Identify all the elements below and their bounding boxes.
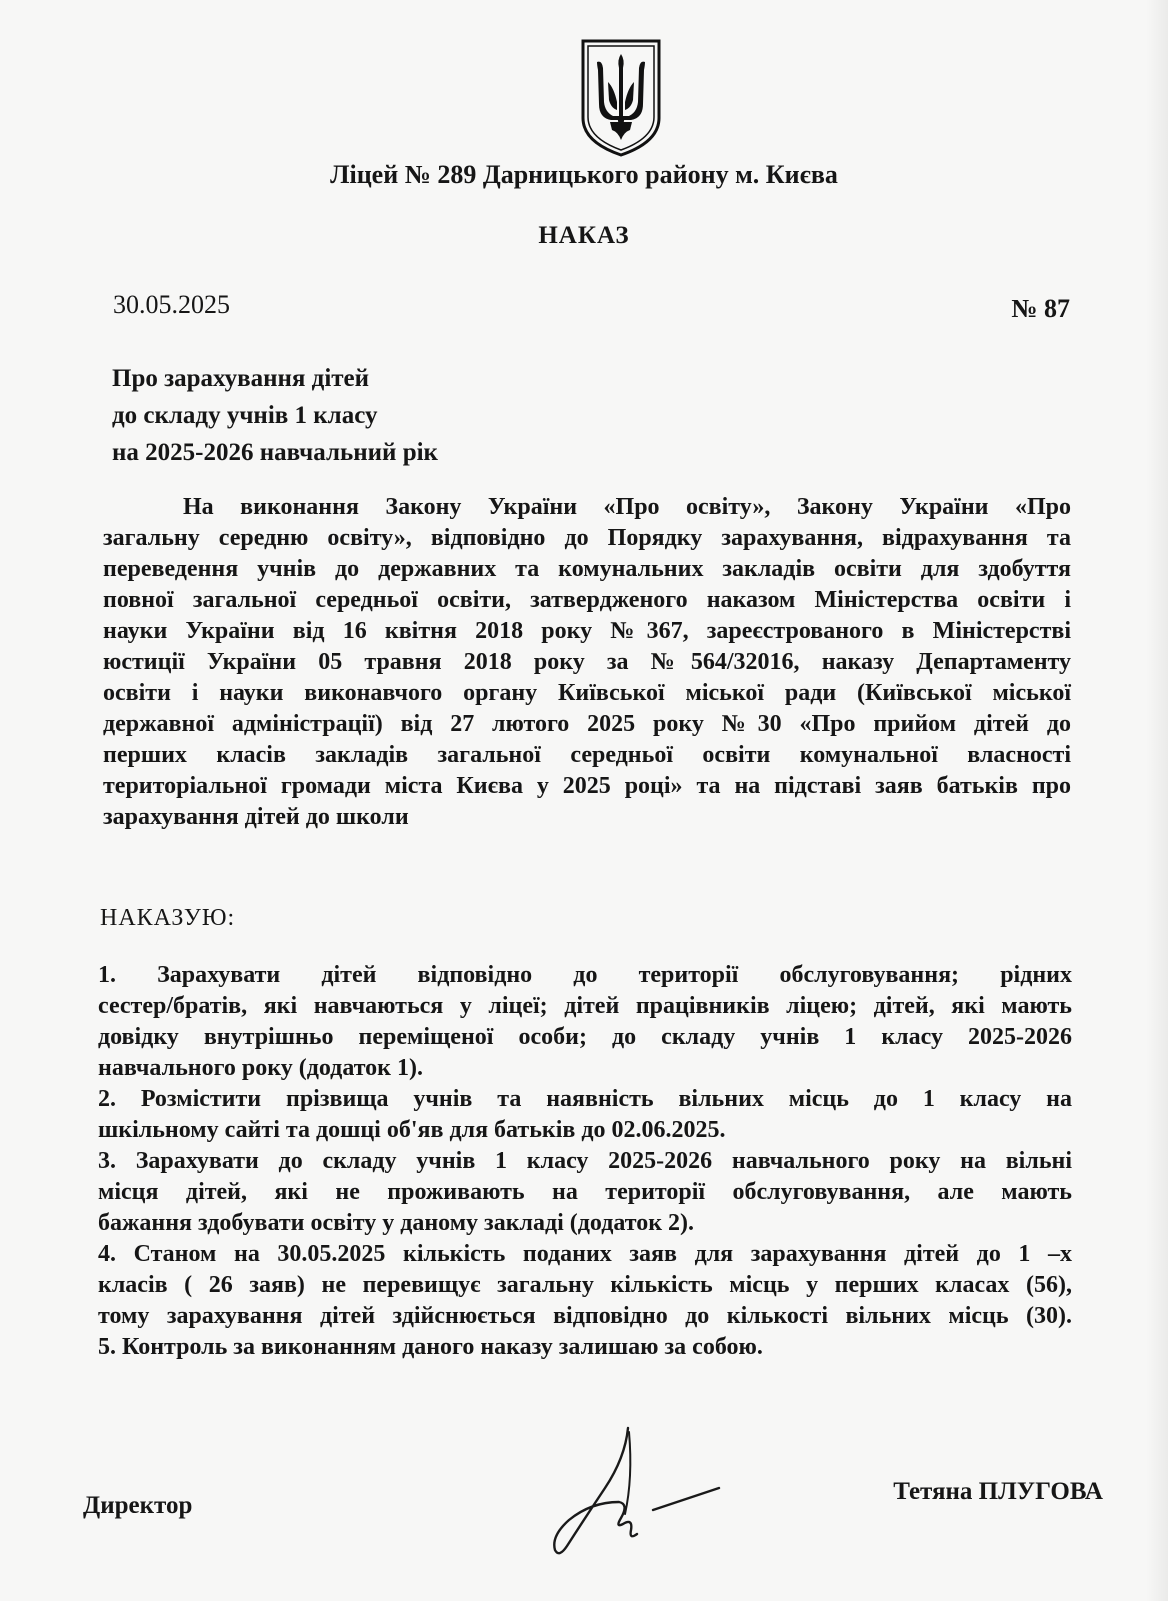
subject-line: до складу учнів 1 класу [112,402,378,429]
order-number: № 87 [1011,294,1070,323]
item-4-line: 4. Станом на 30.05.2025 кількість поданих заяв для зарахування дітей до 1 –х [98,1241,1072,1267]
item-2-line: шкільному сайті та дошці об'яв для батьків до 02.06.2025. [98,1117,726,1143]
director-name: Тетяна ПЛУГОВА [893,1478,1103,1505]
item-3-line: бажання здобувати освіту у даному закладі (додаток 2). [98,1210,695,1236]
item-1-line: довідку внутрішньо переміщеної особи; до складу учнів 1 класу 2025-2026 [98,1024,1072,1050]
preamble-paragraph [103,492,1071,833]
subject-line: Про зарахування дітей [112,365,370,392]
preamble-line: переведення учнів до державних та комунальних закладів освіти для здобуття [103,556,1071,582]
preamble-line: загальну середню освіту», відповідно до Порядку зарахування, відрахування та [103,525,1071,551]
item-1-line: 1. Зарахувати дітей відповідно до території обслуговування; рідних [98,962,1072,988]
preamble-line: науки України від 16 квітня 2018 року №367, зареєстрованого в Міністерстві [103,618,1071,644]
item-5-line: 5. Контроль за виконанням даного наказу залишаю за собою. [98,1334,763,1360]
item-2-line: 2. Розмістити прізвища учнів та наявність вільних місць до 1 класу на [98,1086,1072,1112]
preamble-line: територіальної громади міста Києва у 2025 році» та на підставі заяв батьків про [103,773,1071,799]
subject-line: на 2025-2026 навчальний рік [112,439,438,466]
ukraine-coat-of-arms-icon [580,38,662,158]
preamble-line: юстиції України 05 травня 2018 року за №564/32016, наказу Департаменту [103,649,1071,675]
preamble-line: державної адміністрації) від 27 лютого 2025 року №30 «Про прийом дітей до [103,711,1071,737]
order-word: НАКАЗУЮ: [100,905,236,931]
preamble-line: На виконання Закону України «Про освіту», Закону України «Про [183,494,1071,520]
order-date: 30.05.2025 [113,290,230,319]
signature-mark [533,1418,733,1568]
item-4-line: тому зарахування дітей здійснюється відповідно до кількості вільних місць (30). [98,1303,1072,1329]
school-name: Ліцей № 289 Дарницького району м. Києва [330,160,838,189]
item-4-line: класів ( 26 заяв) не перевищує загальну кількість місць у перших класах (56), [98,1272,1072,1298]
order-items [98,960,1072,1363]
order-subject [112,360,438,471]
item-3-line: місця дітей, які не проживають на території обслуговування, але мають [98,1179,1072,1205]
director-title: Директор [83,1492,193,1519]
item-1-line: навчального року (додаток 1). [98,1055,423,1081]
item-3-line: 3. Зарахувати до складу учнів 1 класу 2025-2026 навчального року на вільні [98,1148,1072,1174]
preamble-line: перших класів закладів загальної середньої освіти комунальної власності [103,742,1071,768]
preamble-line: освіти і науки виконавчого органу Київської міської ради (Київської міської [103,680,1071,706]
preamble-line: повної загальної середньої освіти, затвердженого наказом Міністерства освіти і [103,587,1071,613]
preamble-line: зарахування дітей до школи [103,804,409,830]
document-type: НАКАЗ [538,222,630,249]
item-1-line: сестер/братів, які навчаються у ліцеї; дітей працівників ліцею; дітей, які мають [98,993,1072,1019]
